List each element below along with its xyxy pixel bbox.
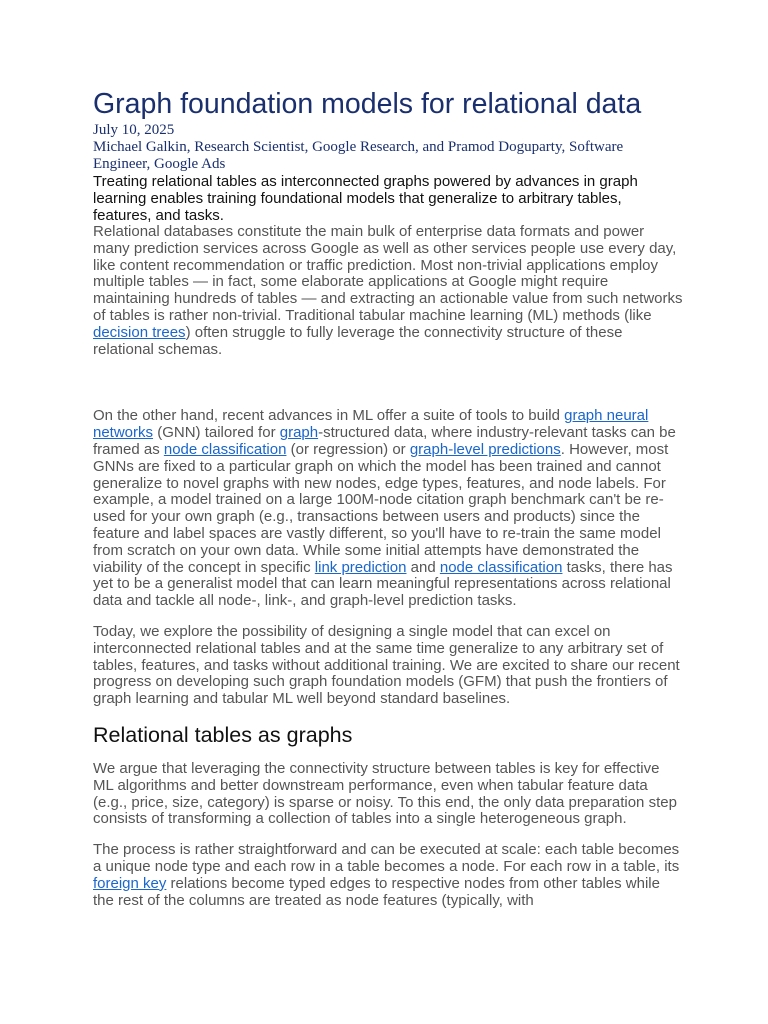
author-byline: Michael Galkin, Research Scientist, Google Research, and Pramod Doguparty, Software Engineer, Google Ads [93, 139, 624, 172]
paragraph-text: The process is rather straightforward and can be executed at scale: each table becomes a unique node type and each row in a table becomes a node. For each row in a table, its [93, 841, 680, 875]
paragraph-process [93, 842, 683, 909]
paragraph-gnn [93, 408, 683, 610]
paragraph-text: relations become typed edges to respective nodes from other tables while the rest of the columns are treated as node features (typically, with [93, 874, 660, 909]
link-graph[interactable]: graph [279, 424, 319, 442]
paragraph-text: Relational databases constitute the main bulk of enterprise data formats and power many prediction services across Google as well as other services people use every day, like content recommendation or traffic prediction. Most non-trivial applications employ multiple tables — in fact, some elaborate applications at Google might require maintaining hundreds of tables — and extracting an actionable value from such networks of tables is rather non-trivial. Traditional tabular machine learning (ML) methods (like [93, 223, 683, 324]
paragraph-text: . However, most GNNs are fixed to a particular graph on which the model has been trained and cannot generalize to novel graphs with new nodes, edge types, features, and node labels. For example, a model trained on a large 100M-node citation graph benchmark can't be re-used for your own graph (e.g., transactions between users and products) since the feature and label spaces are vastly different, so you'll have to re-train the same model from scratch on your own data. While some initial attempts have demonstrated the viability of the concept in specific [93, 440, 669, 576]
link-node-classification-2[interactable]: node classification [439, 558, 563, 576]
link-graph-level-predictions[interactable]: graph-level predictions [409, 440, 561, 458]
article-title: Graph foundation models for relational data [93, 88, 642, 120]
paragraph-text: tasks, there has yet to be a generalist model that can learn meaningful representations across relational data and tackle all node-, link-, and graph-level prediction tasks. [93, 558, 673, 610]
link-node-classification[interactable]: node classification [163, 440, 287, 458]
section-heading: Relational tables as graphs [93, 722, 353, 747]
paragraph-text: ) often struggle to fully leverage the connectivity structure of these relational schemas. [93, 323, 623, 358]
link-link-prediction[interactable]: link prediction [314, 558, 407, 576]
paragraph-text: (or regression) or [286, 440, 410, 458]
paragraph-text: On the other hand, recent advances in ML offer a suite of tools to build [93, 407, 565, 425]
link-decision-trees[interactable]: decision trees [93, 323, 186, 341]
paragraph-argue: We argue that leveraging the connectivity structure between tables is key for effective ML algorithms and better downstream performance, even when tabular feature data (e.g., price, size, category) is sparse or noisy. To this end, the only data preparation step consists of transforming a collection of tables into a single heterogeneous graph. [93, 759, 677, 828]
paragraph-intro [93, 224, 683, 358]
article [93, 86, 683, 909]
paragraph-today: Today, we explore the possibility of designing a single model that can excel on interconnected relational tables and at the same time generalize to any arbitrary set of tables, features, and tasks without additional training. We are excited to share our recent progress on developing such graph foundation models (GFM) that push the frontiers of graph learning and tabular ML well beyond standard baselines. [93, 622, 680, 708]
spacer [93, 358, 683, 408]
link-graph-neural-networks[interactable]: graph neural networks [93, 407, 649, 442]
paragraph-text: -structured data, where industry-relevant tasks can be framed as [93, 424, 676, 458]
publish-date: July 10, 2025 [93, 122, 175, 138]
paragraph-text: and [406, 558, 440, 576]
link-foreign-key[interactable]: foreign key [93, 874, 167, 892]
article-summary: Treating relational tables as interconnected graphs powered by advances in graph learning enables training foundational models that generalize to arbitrary tables, features, and tasks. [93, 173, 638, 224]
paragraph-text: (GNN) tailored for [153, 424, 280, 442]
